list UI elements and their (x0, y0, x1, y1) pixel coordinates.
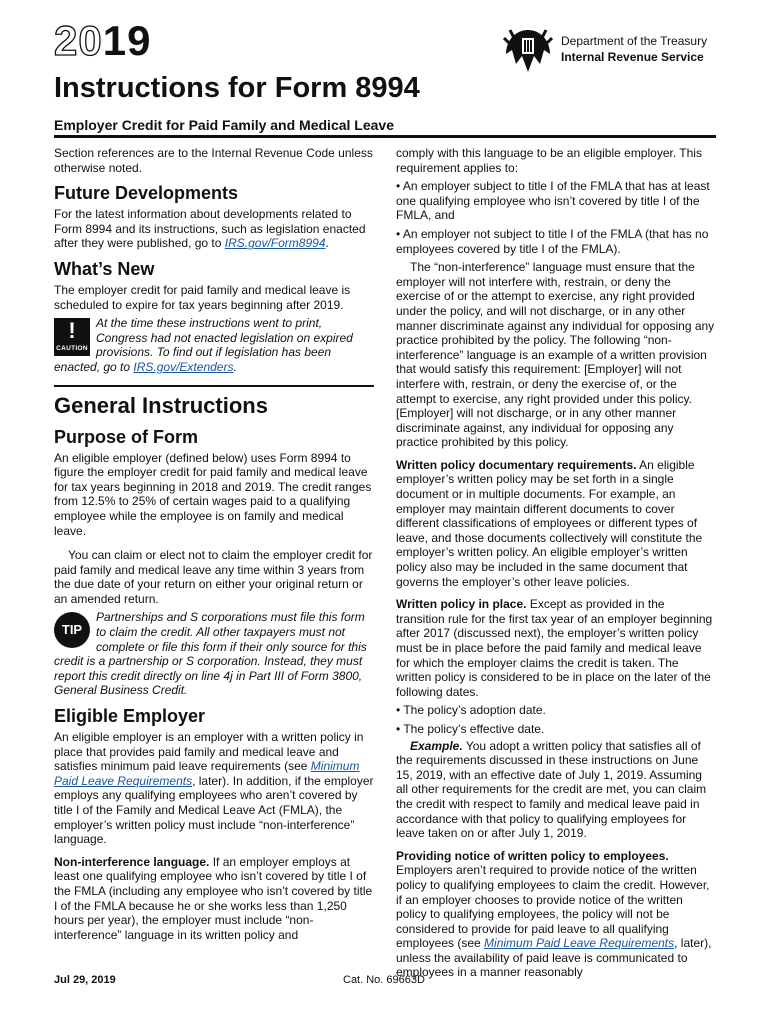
extenders-link[interactable]: IRS.gov/Extenders (133, 359, 234, 374)
documentary-requirements: Written policy documentary requirements. An eligible employer’s written policy may be set forth in a single document or in multiple documents. For example, an employer may maintain different documents to cover different classifications of employees or different types of leave, and those documents collectively will constitute the employer’s written policy. An eligible employer’s written policy also may be included in the same document that governs the employer’s other leave policies. (396, 457, 703, 589)
form8994-link[interactable]: IRS.gov/Form8994 (224, 236, 326, 251)
purpose-paragraph-2: You can claim or elect not to claim the employer credit for paid family and medical leave any time within 3 years from the due date of your return on either your original return or an amended return. (54, 548, 373, 606)
notice-paragraph: Providing notice of written policy to employees. Employers aren’t required to provide notice of the written policy to qualifying employees to claim the credit. However, if an employer chooses to provide notice of the written policy to qualifying employees, the policy will not be considered to provide for paid leave to all qualifying employees (see Minimum Paid Leave Requirements, later), unless the availability of paid leave is communicated to employees in a manner reasonably (396, 848, 712, 980)
right-column (396, 146, 716, 984)
whats-new-heading: What’s New (54, 258, 155, 279)
year-suffix: 19 (102, 17, 152, 64)
purpose-paragraph-1: An eligible employer (defined below) uses Form 8994 to figure the employer credit for paid family and medical leave for tax years beginning in 2018 and 2019. The credit ranges from 12.5% to 25% of certain wages paid to a qualifying employee while the employee is on family and medical leave. (54, 450, 372, 538)
min-paid-leave-link[interactable]: Minimum Paid Leave Requirements (54, 759, 360, 788)
intro-paragraph: Section references are to the Internal Revenue Code unless otherwise noted. (54, 146, 373, 175)
document-subtitle: Employer Credit for Paid Family and Medical Leave (54, 117, 394, 133)
form-year (54, 18, 151, 64)
footer-catalog-number: Cat. No. 69663D (343, 974, 425, 986)
future-developments-text: For the latest information about developments related to Form 8994 and its instructions, such as legislation enacted after they were published, go to IRS.gov/Form8994. (54, 207, 366, 251)
bullet-item: • The policy’s adoption date. (396, 703, 546, 718)
agency-line-2: Internal Revenue Service (561, 50, 704, 64)
bullet-item: • The policy’s effective date. (396, 721, 545, 736)
future-developments-heading: Future Developments (54, 183, 239, 204)
example-paragraph: Example. You adopt a written policy that satisfies all of the requirements discussed in these instructions on June 15, 2019, with an effective date of July 1, 2019. Assuming all other requirements for the credit are met, you can claim the credit with respect to family and medical leave paid in accordance with that policy to qualifying employees for leave taken on or after July 1, 2019. (396, 738, 707, 841)
whats-new-text: The employer credit for paid family and medical leave is scheduled to expire for tax years beginning after 2019. (54, 282, 351, 312)
left-column (54, 146, 374, 946)
non-interference-example: The “non-interference” language must ensure that the employer will not interfere with, restrain, or deny the exercise of or the attempt to exercise, any right provided under the policy, and will not discharge, or in any other manner discriminate against any individual for opposing any practice prohibited by the policy. The following “non-interference” language is an example of a written provision that would satisfy this requirement: [Employer] will not interfere with, restrain, or deny the exercise of, or the attempt to exercise, any right provided under this policy. [Employer] will not discharge, or in any other manner discriminate against, any individual for opposing any practice prohibited by this policy. (396, 260, 715, 450)
general-instructions-heading: General Instructions (54, 392, 268, 418)
eligible-employer-text: An eligible employer is an employer with a written policy in place that provides paid family and medical leave and satisfies minimum paid leave requirements (see Minimum Paid Leave Requirements, later). In addition, if the employer employs any qualifying employees who aren’t covered by title I of the Family and Medical Leave Act (FMLA), the employer’s written policy must include “non-interference” language. (54, 730, 374, 847)
irs-eagle-logo-icon (500, 24, 556, 80)
min-paid-leave-link-2[interactable]: Minimum Paid Leave Requirements (484, 936, 675, 951)
tip-icon: TIP (54, 612, 90, 648)
right-intro: comply with this language to be an eligible employer. This requirement applies to: (396, 146, 702, 175)
eligible-employer-heading: Eligible Employer (54, 706, 206, 727)
footer-date: Jul 29, 2019 (54, 974, 116, 986)
header-divider (54, 135, 716, 138)
tip-note: TIP Partnerships and S corporations must file this form to claim the credit. All other taxpayers must not complete or file this form if their only source for this credit is a partnership or S corporation. Instead, they must report this credit directly on line 4j in Part III of Form 3800, General Business Credit. (54, 610, 367, 698)
written-policy-in-place: Written policy in place. Except as provided in the transition rule for the first tax year of an employer beginning after 2017 (discussed next), the employer’s written policy must be in place before the paid family and medical leave for which the employer claims the credit is taken. The written policy is considered to be in place on the later of the following dates. (396, 597, 713, 699)
section-divider (54, 385, 374, 387)
document-title: Instructions for Form 8994 (54, 72, 420, 104)
caution-icon: ! CAUTION (54, 318, 90, 356)
agency-line-1: Department of the Treasury (561, 34, 708, 48)
bullet-item: • An employer not subject to title I of the FMLA (that has no employees covered by title I of the FMLA). (396, 226, 709, 256)
caution-note: ! CAUTION At the time these instructions went to print, Congress had not enacted legislation on expired provisions. To find out if legislation has been enacted, go to IRS.gov/Extenders. (54, 316, 353, 374)
non-interference-paragraph: Non-interference language. If an employer employs at least one qualifying employee who isn’t covered by title I of the FMLA (including any employee who isn’t covered by title I of the FMLA because he or she works less than 1,250 hours per year), the employer must include “non-interference” language in its written policy and (54, 854, 373, 942)
bullet-item: • An employer subject to title I of the FMLA that has at least one qualifying employee who isn’t covered by title I of the FMLA, and (396, 179, 710, 223)
purpose-heading: Purpose of Form (54, 426, 199, 447)
year-prefix: 20 (54, 17, 103, 64)
agency-name (561, 33, 707, 65)
